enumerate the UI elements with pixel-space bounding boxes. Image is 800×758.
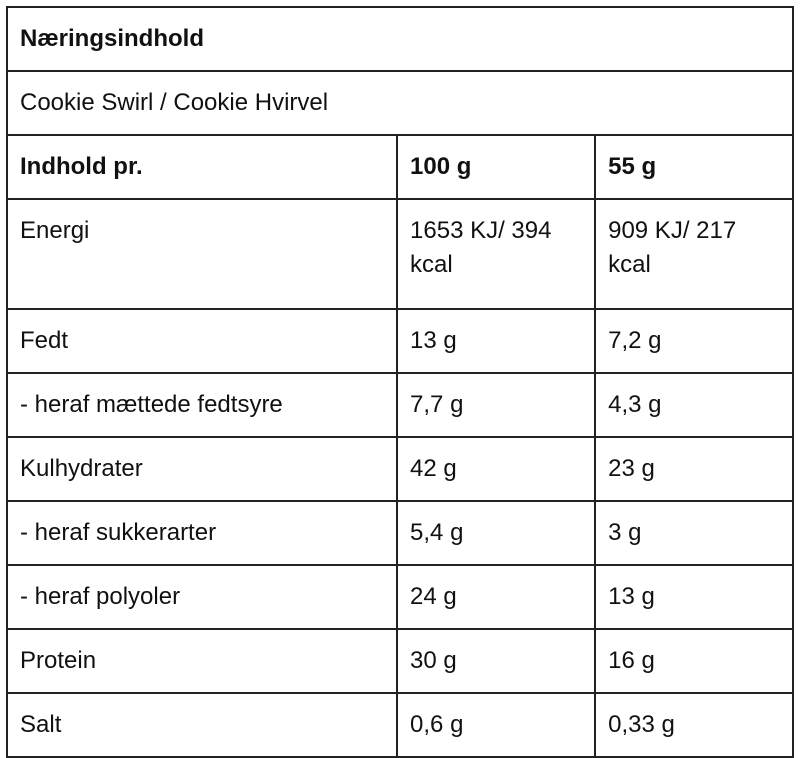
row-value-100g: 1653 KJ/ 394 kcal [397, 199, 595, 309]
row-label: Fedt [7, 309, 397, 373]
table-row [7, 199, 793, 309]
table-row [7, 373, 793, 437]
product-name: Cookie Swirl / Cookie Hvirvel [7, 71, 793, 135]
row-value-100g: 13 g [397, 309, 595, 373]
table-title: Næringsindhold [7, 7, 793, 71]
table-row [7, 309, 793, 373]
row-value-55g: 909 KJ/ 217 kcal [595, 199, 793, 309]
product-row [7, 71, 793, 135]
row-value-100g: 0,6 g [397, 693, 595, 757]
row-label: Protein [7, 629, 397, 693]
row-value-55g: 4,3 g [595, 373, 793, 437]
row-label: Kulhydrater [7, 437, 397, 501]
row-value-55g: 16 g [595, 629, 793, 693]
row-label: Salt [7, 693, 397, 757]
row-value-55g: 23 g [595, 437, 793, 501]
row-value-100g: 24 g [397, 565, 595, 629]
row-label: - heraf polyoler [7, 565, 397, 629]
row-value-100g: 5,4 g [397, 501, 595, 565]
table-row [7, 629, 793, 693]
row-value-55g: 0,33 g [595, 693, 793, 757]
header-100g: 100 g [397, 135, 595, 199]
row-label: Energi [7, 199, 397, 309]
row-value-100g: 7,7 g [397, 373, 595, 437]
table-row [7, 693, 793, 757]
row-value-55g: 3 g [595, 501, 793, 565]
header-content-per: Indhold pr. [7, 135, 397, 199]
header-row [7, 135, 793, 199]
row-label: - heraf sukkerarter [7, 501, 397, 565]
row-value-100g: 30 g [397, 629, 595, 693]
header-55g: 55 g [595, 135, 793, 199]
row-value-55g: 13 g [595, 565, 793, 629]
nutrition-table [6, 6, 794, 758]
table-row [7, 437, 793, 501]
table-row [7, 565, 793, 629]
row-value-100g: 42 g [397, 437, 595, 501]
table-row [7, 501, 793, 565]
row-label: - heraf mættede fedtsyre [7, 373, 397, 437]
row-value-55g: 7,2 g [595, 309, 793, 373]
title-row [7, 7, 793, 71]
